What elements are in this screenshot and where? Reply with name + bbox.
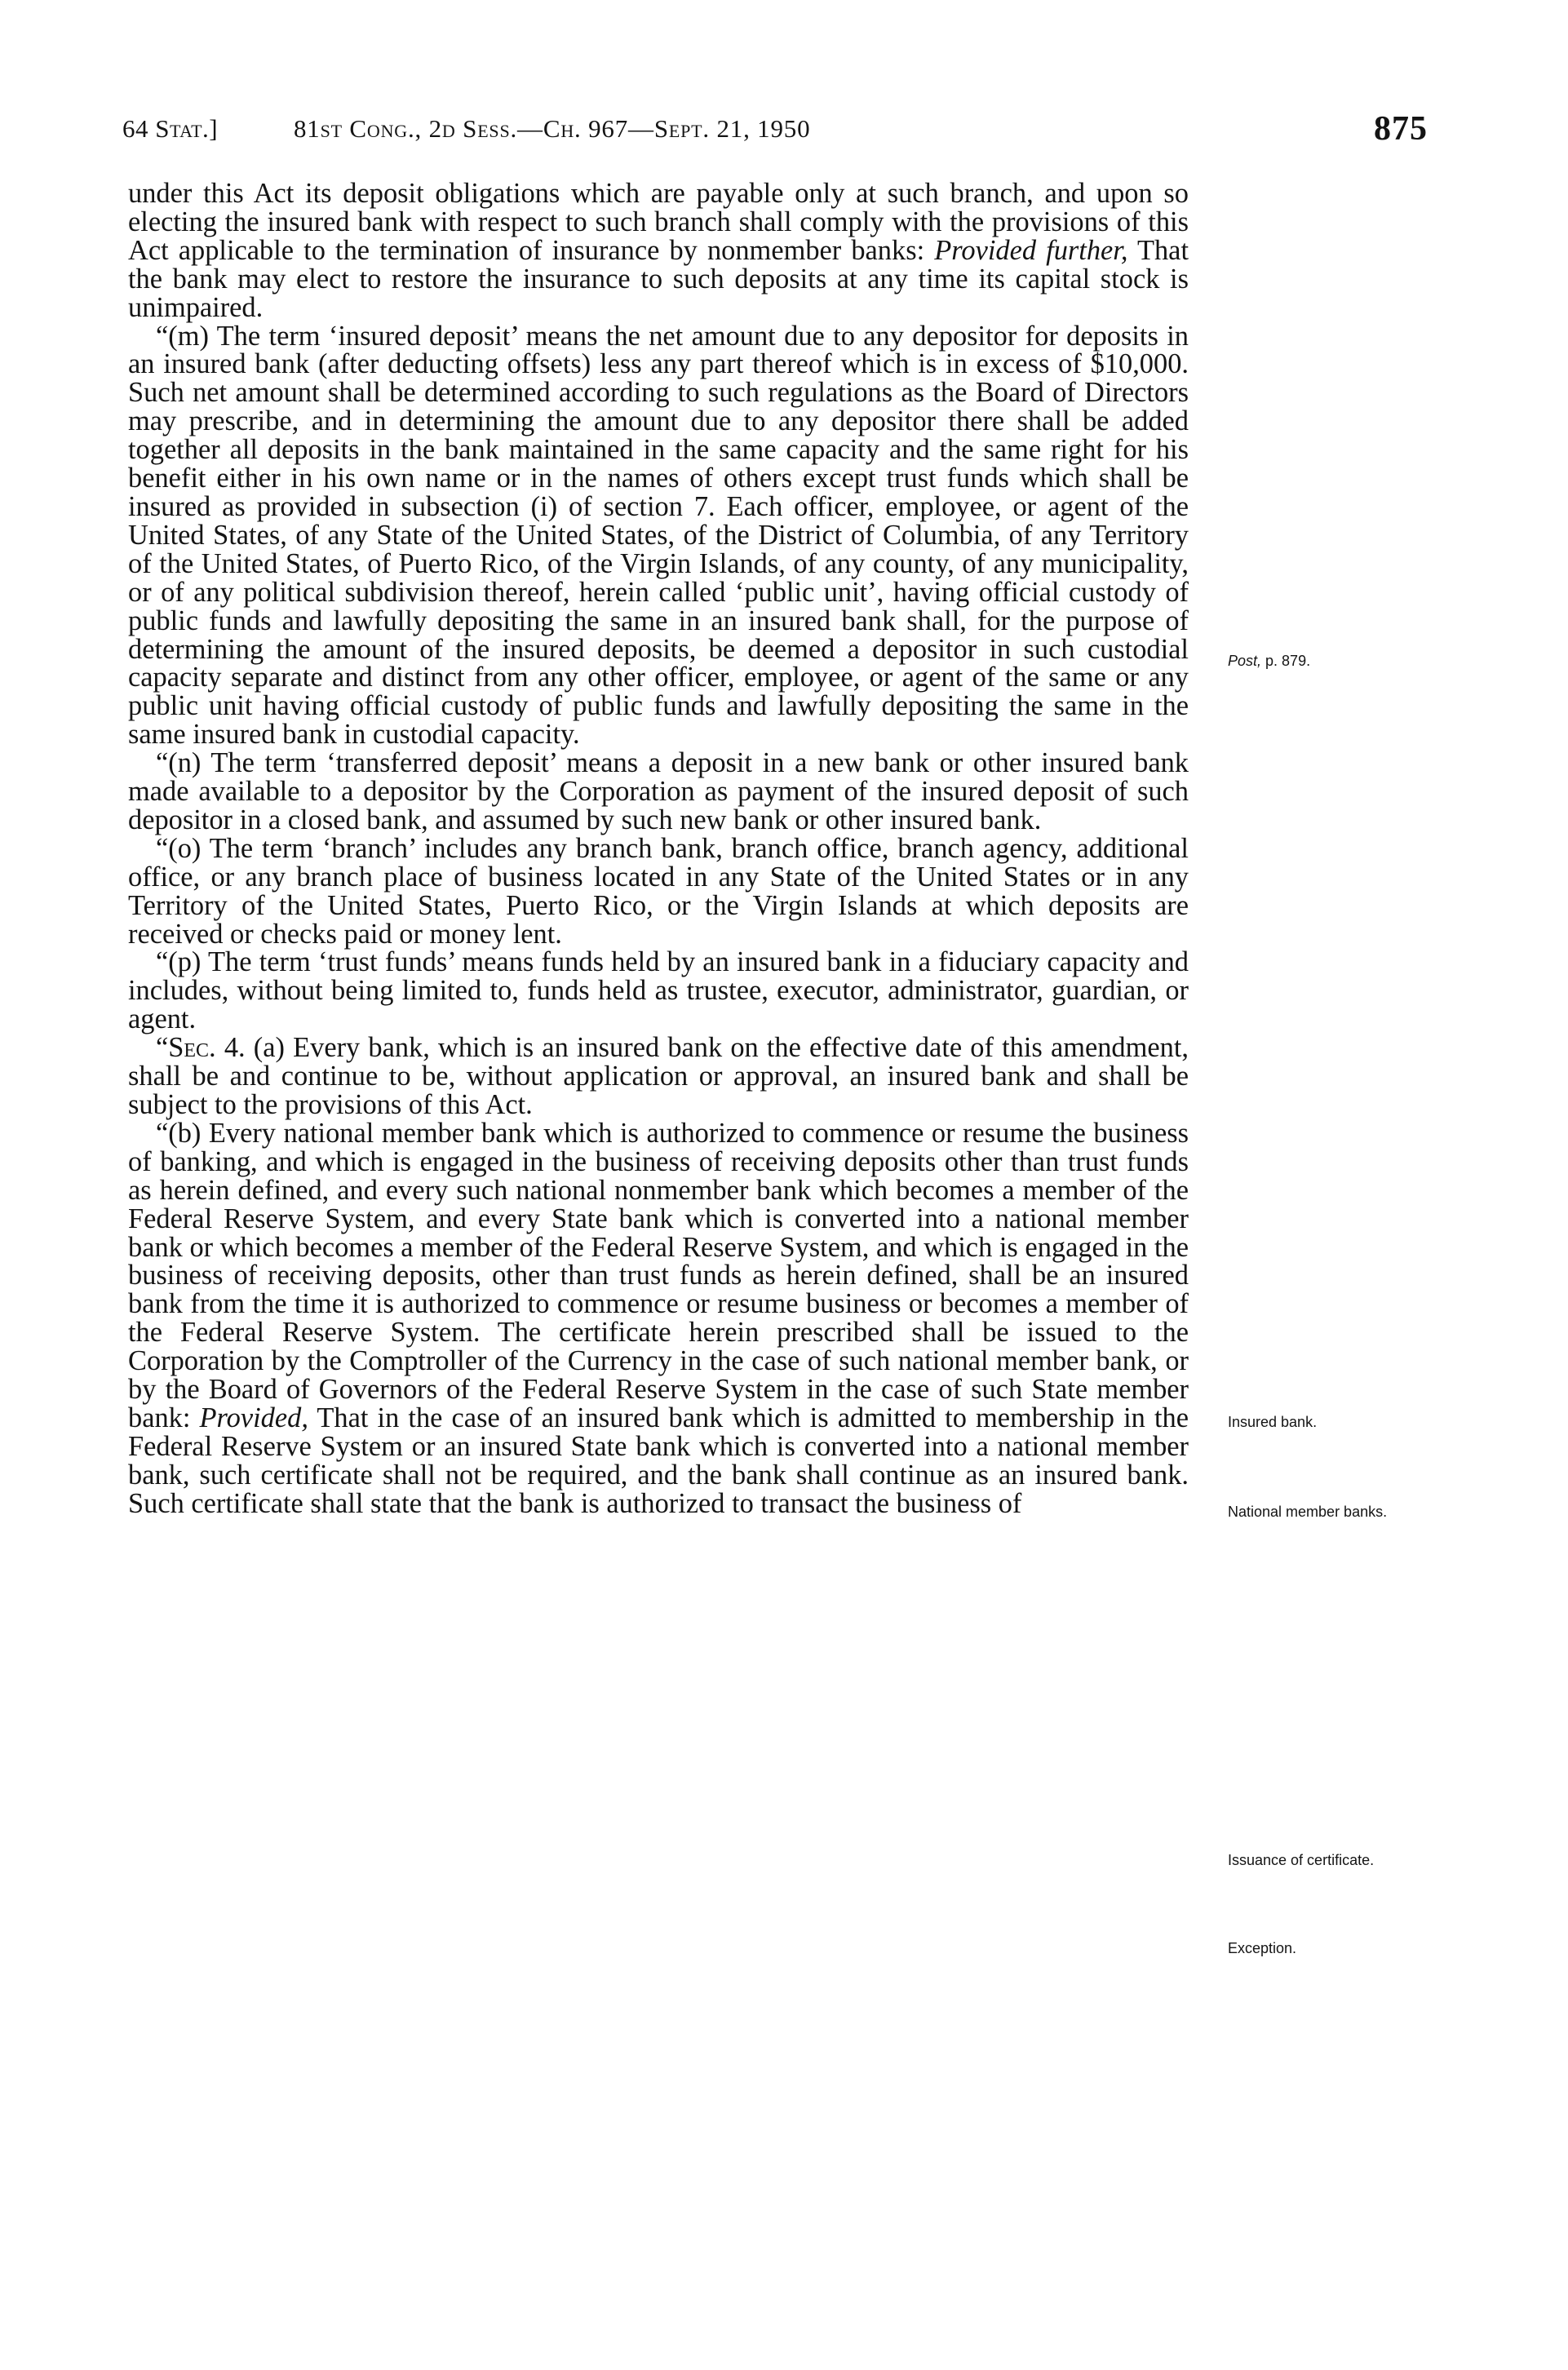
proviso-italic: Provided further, [934, 234, 1128, 266]
margin-note-insured-bank: Insured bank. [1228, 1414, 1318, 1430]
margin-note-national-member-banks: National member banks. [1228, 1504, 1388, 1520]
statute-body [128, 179, 1189, 1518]
paragraph-m-insured-deposit: “(m) The term ‘insured deposit’ means the net amount due to any depositor for deposits in an insured bank (after deducting offsets) less any part thereof which is in excess of $10,000. Such net amount shall be determined according to such regulations as the Board of Directors may prescribe, and in determining the amount due to any depositor there shall be added together all deposits in the bank maintained in the same capacity and the same right for his benefit either in his own name or in the names of others except trust funds which shall be insured as provided in subsection (i) of section 7. Each officer, employee, or agent of the United States, of any State of the United States, of the District of Columbia, of any Territory of the United States, of Puerto Rico, of the Virgin Islands, of any county, of any municipality, or of any political subdivision thereof, herein called ‘public unit’, having official custody of public funds and lawfully depositing the same in an insured bank shall, for the purpose of determining the amount of the insured deposits, be deemed a depositor in such custodial capacity separate and distinct from any other officer, employee, or agent of the same or any public unit having official custody of public funds and lawfully depositing the same in the same insured bank in custodial capacity. [128, 320, 1189, 751]
session-chapter-date: 81st Cong., 2d Sess.—Ch. 967—Sept. 21, 1950 [294, 114, 811, 143]
margin-note-exception: Exception. [1228, 1940, 1297, 1956]
section-4a: “Sec. 4. (a) Every bank, which is an insured bank on the effective date of this amendment, shall be and continue to be, without application or approval, an insured bank and shall be subject to the provisions of this Act. [128, 1032, 1189, 1120]
running-header [122, 110, 1428, 163]
paragraph-continuation: under this Act its deposit obligations which are payable only at such branch, and upon so electing the insured bank with respect to such branch shall comply with the provisions of this Act applicable to the termination of insurance by nonmember banks: Provided further, That the bank may elect to restore the insurance to such deposits at any time its capital stock is unimpaired. [128, 178, 1189, 323]
section-4b: “(b) Every national member bank which is authorized to commence or resume the business of banking, and which is engaged in the business of receiving deposits other than trust funds as herein defined, and every such national nonmember bank which becomes a member of the Federal Reserve System, and every State bank which is converted into a national member bank or which becomes a member of the Federal Reserve System, and which is engaged in the business of receiving deposits, other than trust funds as herein defined, shall be an insured bank from the time it is authorized to commence or resume business or becomes a member of the Federal Reserve System. The certificate herein prescribed shall be issued to the Corporation by the Comptroller of the Currency in the case of such national member bank, or by the Board of Governors of the Federal Reserve System in the case of such State member bank: Provided, That in the case of an insured bank which is admitted to membership in the Federal Reserve System or an insured State bank which is converted into a national member bank, such certificate shall not be required, and the bank shall continue as an insured bank. Such certificate shall state that the bank is authorized to transact the business of [128, 1117, 1189, 1519]
section-label: “Sec. [156, 1032, 216, 1064]
paragraph-o-branch: “(o) The term ‘branch’ includes any branch bank, branch office, branch agency, additional office, or any branch place of business located in any State of the United States or in any Territory of the United States, Puerto Rico, or the Virgin Islands at which deposits are received or checks paid or money lent. [128, 832, 1189, 950]
margin-note-issuance-of-certificate: Issuance of certificate. [1228, 1852, 1375, 1868]
paragraph-p-trust-funds: “(p) The term ‘trust funds’ means funds held by an insured bank in a fiduciary capacity and includes, without being limited to, funds held as trustee, executor, administrator, guardian, or agent. [128, 946, 1189, 1035]
proviso-italic: Provided, [199, 1402, 308, 1433]
paragraph-n-transferred-deposit: “(n) The term ‘transferred deposit’ means a deposit in a new bank or other insured bank made available to a depositor by the Corporation as payment of the insured deposit of such depositor in a closed bank, and assumed by such new bank or other insured bank. [128, 747, 1189, 835]
margin-note-post-reference: Post, p. 879. [1228, 653, 1311, 669]
page-number: 875 [1374, 110, 1428, 148]
volume-citation: 64 Stat.] [122, 114, 219, 143]
